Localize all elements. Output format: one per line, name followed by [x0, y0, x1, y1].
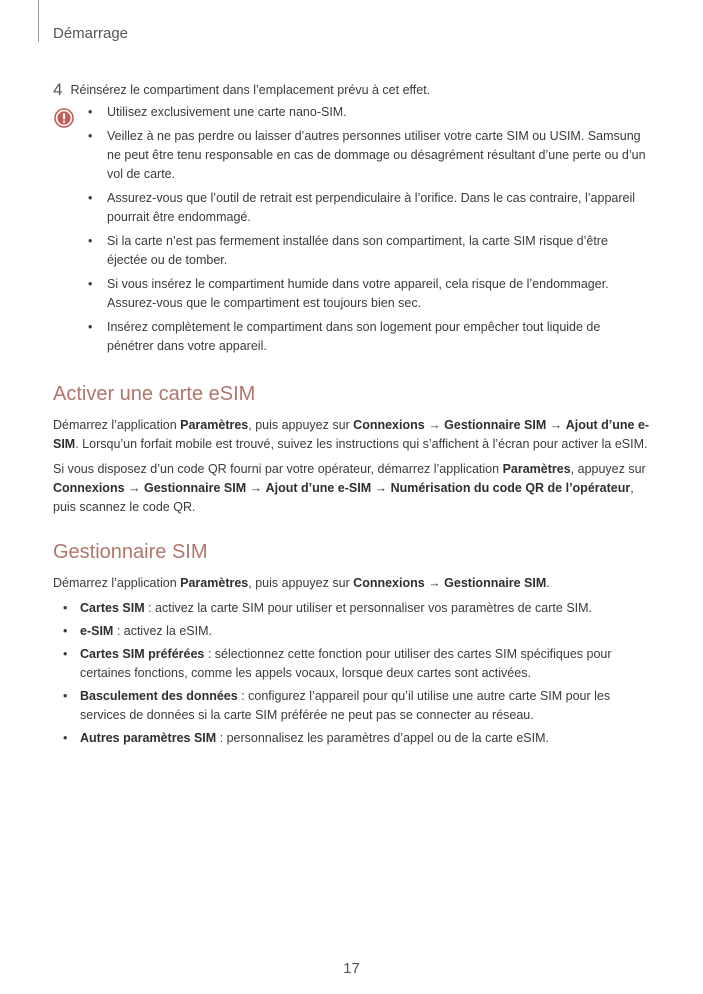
warning-item: • Si la carte n’est pas fermement installée dans son compartiment, la carte SIM risque d’être éjectée ou de tomber. [88, 234, 608, 267]
esim-paragraph-1: Démarrez l’application Paramètres, puis appuyez sur Connexions → Gestionnaire SIM → Ajout d’une e-SIM. Lorsqu’un forfait mobile est trouvé, suivez les instructions qui s’affichent à l’écran pour activer la eSIM. [53, 418, 650, 451]
bullet: • [88, 234, 93, 248]
bullet: • [63, 647, 68, 661]
esim-paragraph-2: Si vous disposez d’un code QR fourni par votre opérateur, démarrez l’application Paramètres, appuyez sur Connexions → Gestionnaire SIM → Ajout d’une e-SIM → Numérisation du code QR de l’opérateur, puis scannez le code QR. [53, 462, 646, 514]
sim-manager-intro: Démarrez l’application Paramètres, puis appuyez sur Connexions → Gestionnaire SIM. [53, 576, 550, 590]
bullet: • [88, 320, 93, 334]
bullet: • [63, 601, 68, 615]
warning-item: • Utilisez exclusivement une carte nano-SIM. [88, 103, 648, 122]
feature-item: • e-SIM : activez la eSIM. [53, 622, 658, 641]
step-text: Réinsérez le compartiment dans l’emplacement prévu à cet effet. [70, 83, 431, 97]
feature-item: • Basculement des données : configurez l’appareil pour qu’il utilise une autre carte SIM pour les services de données si la carte SIM préférée ne peut pas se connecter au réseau. [63, 689, 611, 722]
warning-list [88, 103, 648, 361]
step-4 [53, 80, 653, 100]
warning-item: • Insérez complètement le compartiment dans son logement pour empêcher tout liquide de pénétrer dans votre appareil. [88, 320, 601, 353]
sim-manager-feature-list [53, 599, 658, 752]
sim-manager-section-title: Gestionnaire SIM [53, 541, 208, 563]
section-header: Démarrage [53, 25, 129, 42]
warning-item: • Si vous insérez le compartiment humide dans votre appareil, cela risque de l’endommager. Assurez-vous que le compartiment est toujours bien sec. [88, 277, 609, 310]
header-rule [38, 0, 39, 42]
page-number: 17 [343, 960, 360, 977]
bullet: • [88, 129, 93, 143]
bullet: • [63, 624, 68, 638]
esim-section-title: Activer une carte eSIM [53, 383, 256, 405]
bullet: • [88, 191, 93, 205]
caution-icon [54, 108, 74, 128]
feature-item: • Cartes SIM : activez la carte SIM pour utiliser et personnaliser vos paramètres de carte SIM. [53, 599, 658, 618]
warning-item: • Veillez à ne pas perdre ou laisser d’autres personnes utiliser votre carte SIM ou USIM. Samsung ne peut être tenu responsable en cas de dommage ou désagrément résultant d’une perte ou d’un vol de carte. [88, 129, 646, 181]
bullet: • [88, 277, 93, 291]
feature-item: • Cartes SIM préférées : sélectionnez cette fonction pour utiliser des cartes SIM spécifiques pour certaines fonctions, comme les appels vocaux, lorsque deux cartes sont activées. [63, 647, 612, 680]
feature-item: • Autres paramètres SIM : personnalisez les paramètres d’appel ou de la carte eSIM. [53, 729, 658, 748]
warning-item: • Assurez-vous que l’outil de retrait est perpendiculaire à l’orifice. Dans le cas contraire, l’appareil pourrait être endommagé. [88, 191, 636, 224]
step-number: 4 [53, 80, 63, 99]
bullet: • [63, 731, 68, 745]
bullet: • [63, 689, 68, 703]
bullet: • [88, 105, 93, 119]
